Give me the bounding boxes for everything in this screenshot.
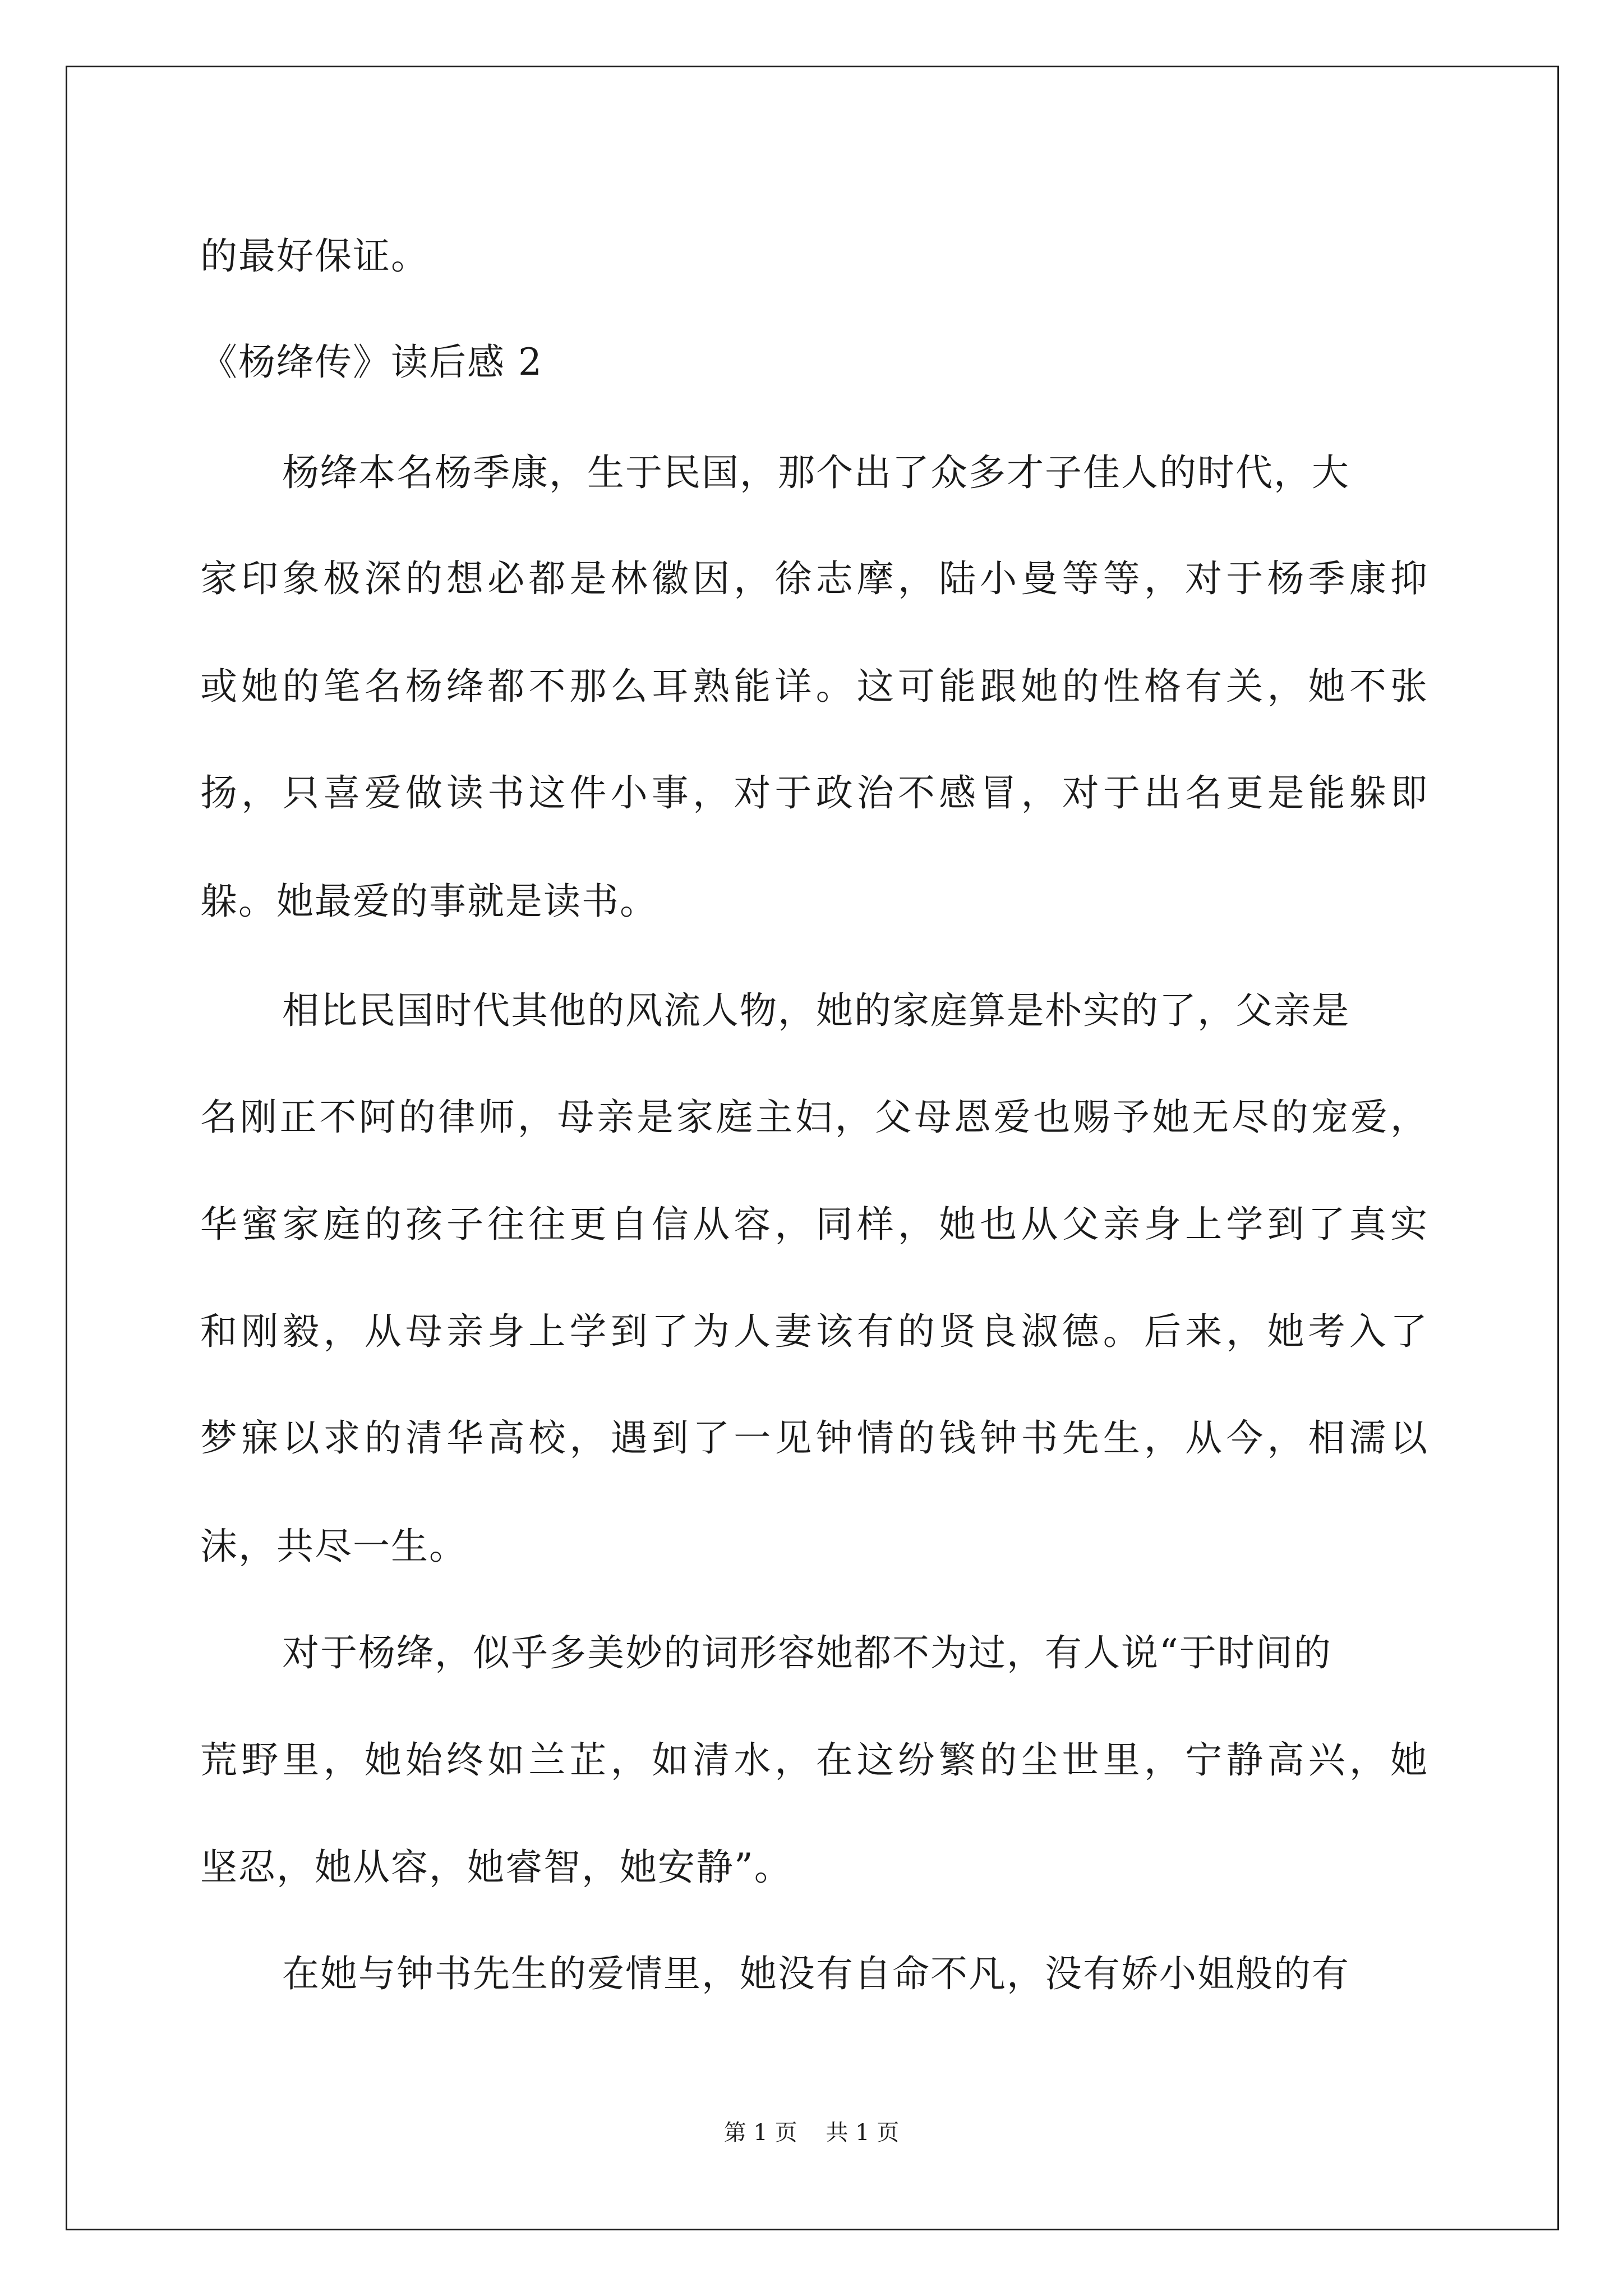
text-line: 坚忍，她从容，她睿智，她安静”。	[200, 1846, 792, 1889]
page-border	[66, 66, 1559, 2230]
text-line: 的最好保证。	[200, 234, 429, 278]
text-line: 杨绛本名杨季康，生于民国，那个出了众多才子佳人的时代，大	[282, 451, 1350, 494]
text-line: 扬，只喜爱做读书这件小事，对于政治不感冒，对于出名更是能躲即	[200, 771, 1428, 815]
page-number-footer: 第 1 页 共 1 页	[723, 2120, 900, 2146]
text-line: 相比民国时代其他的风流人物，她的家庭算是朴实的了，父亲是	[282, 989, 1350, 1032]
text-line: 在她与钟书先生的爱情里，她没有自命不凡，没有娇小姐般的有	[282, 1952, 1350, 1995]
text-line: 沫，共尽一生。	[200, 1525, 467, 1568]
text-line: 华蜜家庭的孩子往往更自信从容，同样，她也从父亲身上学到了真实	[200, 1203, 1428, 1246]
text-line: 荒野里，她始终如兰芷，如清水，在这纷繁的尘世里，宁静高兴，她	[200, 1738, 1428, 1782]
text-line: 对于杨绛，似乎多美妙的词形容她都不为过，有人说“于时间的	[282, 1631, 1332, 1674]
text-line: 梦寐以求的清华高校，遇到了一见钟情的钱钟书先生，从今，相濡以	[200, 1416, 1428, 1460]
text-line: 或她的笔名杨绛都不那么耳熟能详。这可能跟她的性格有关，她不张	[200, 665, 1428, 708]
text-line: 名刚正不阿的律师，母亲是家庭主妇，父母恩爱也赐予她无尽的宠爱，	[200, 1096, 1428, 1139]
text-line: 和刚毅，从母亲身上学到了为人妻该有的贤良淑德。后来，她考入了	[200, 1310, 1428, 1353]
text-line: 躲。她最爱的事就是读书。	[200, 880, 658, 923]
text-line: 家印象极深的想必都是林徽因，徐志摩，陆小曼等等，对于杨季康抑	[200, 557, 1428, 600]
section-heading: 《杨绛传》读后感 2	[200, 341, 543, 384]
